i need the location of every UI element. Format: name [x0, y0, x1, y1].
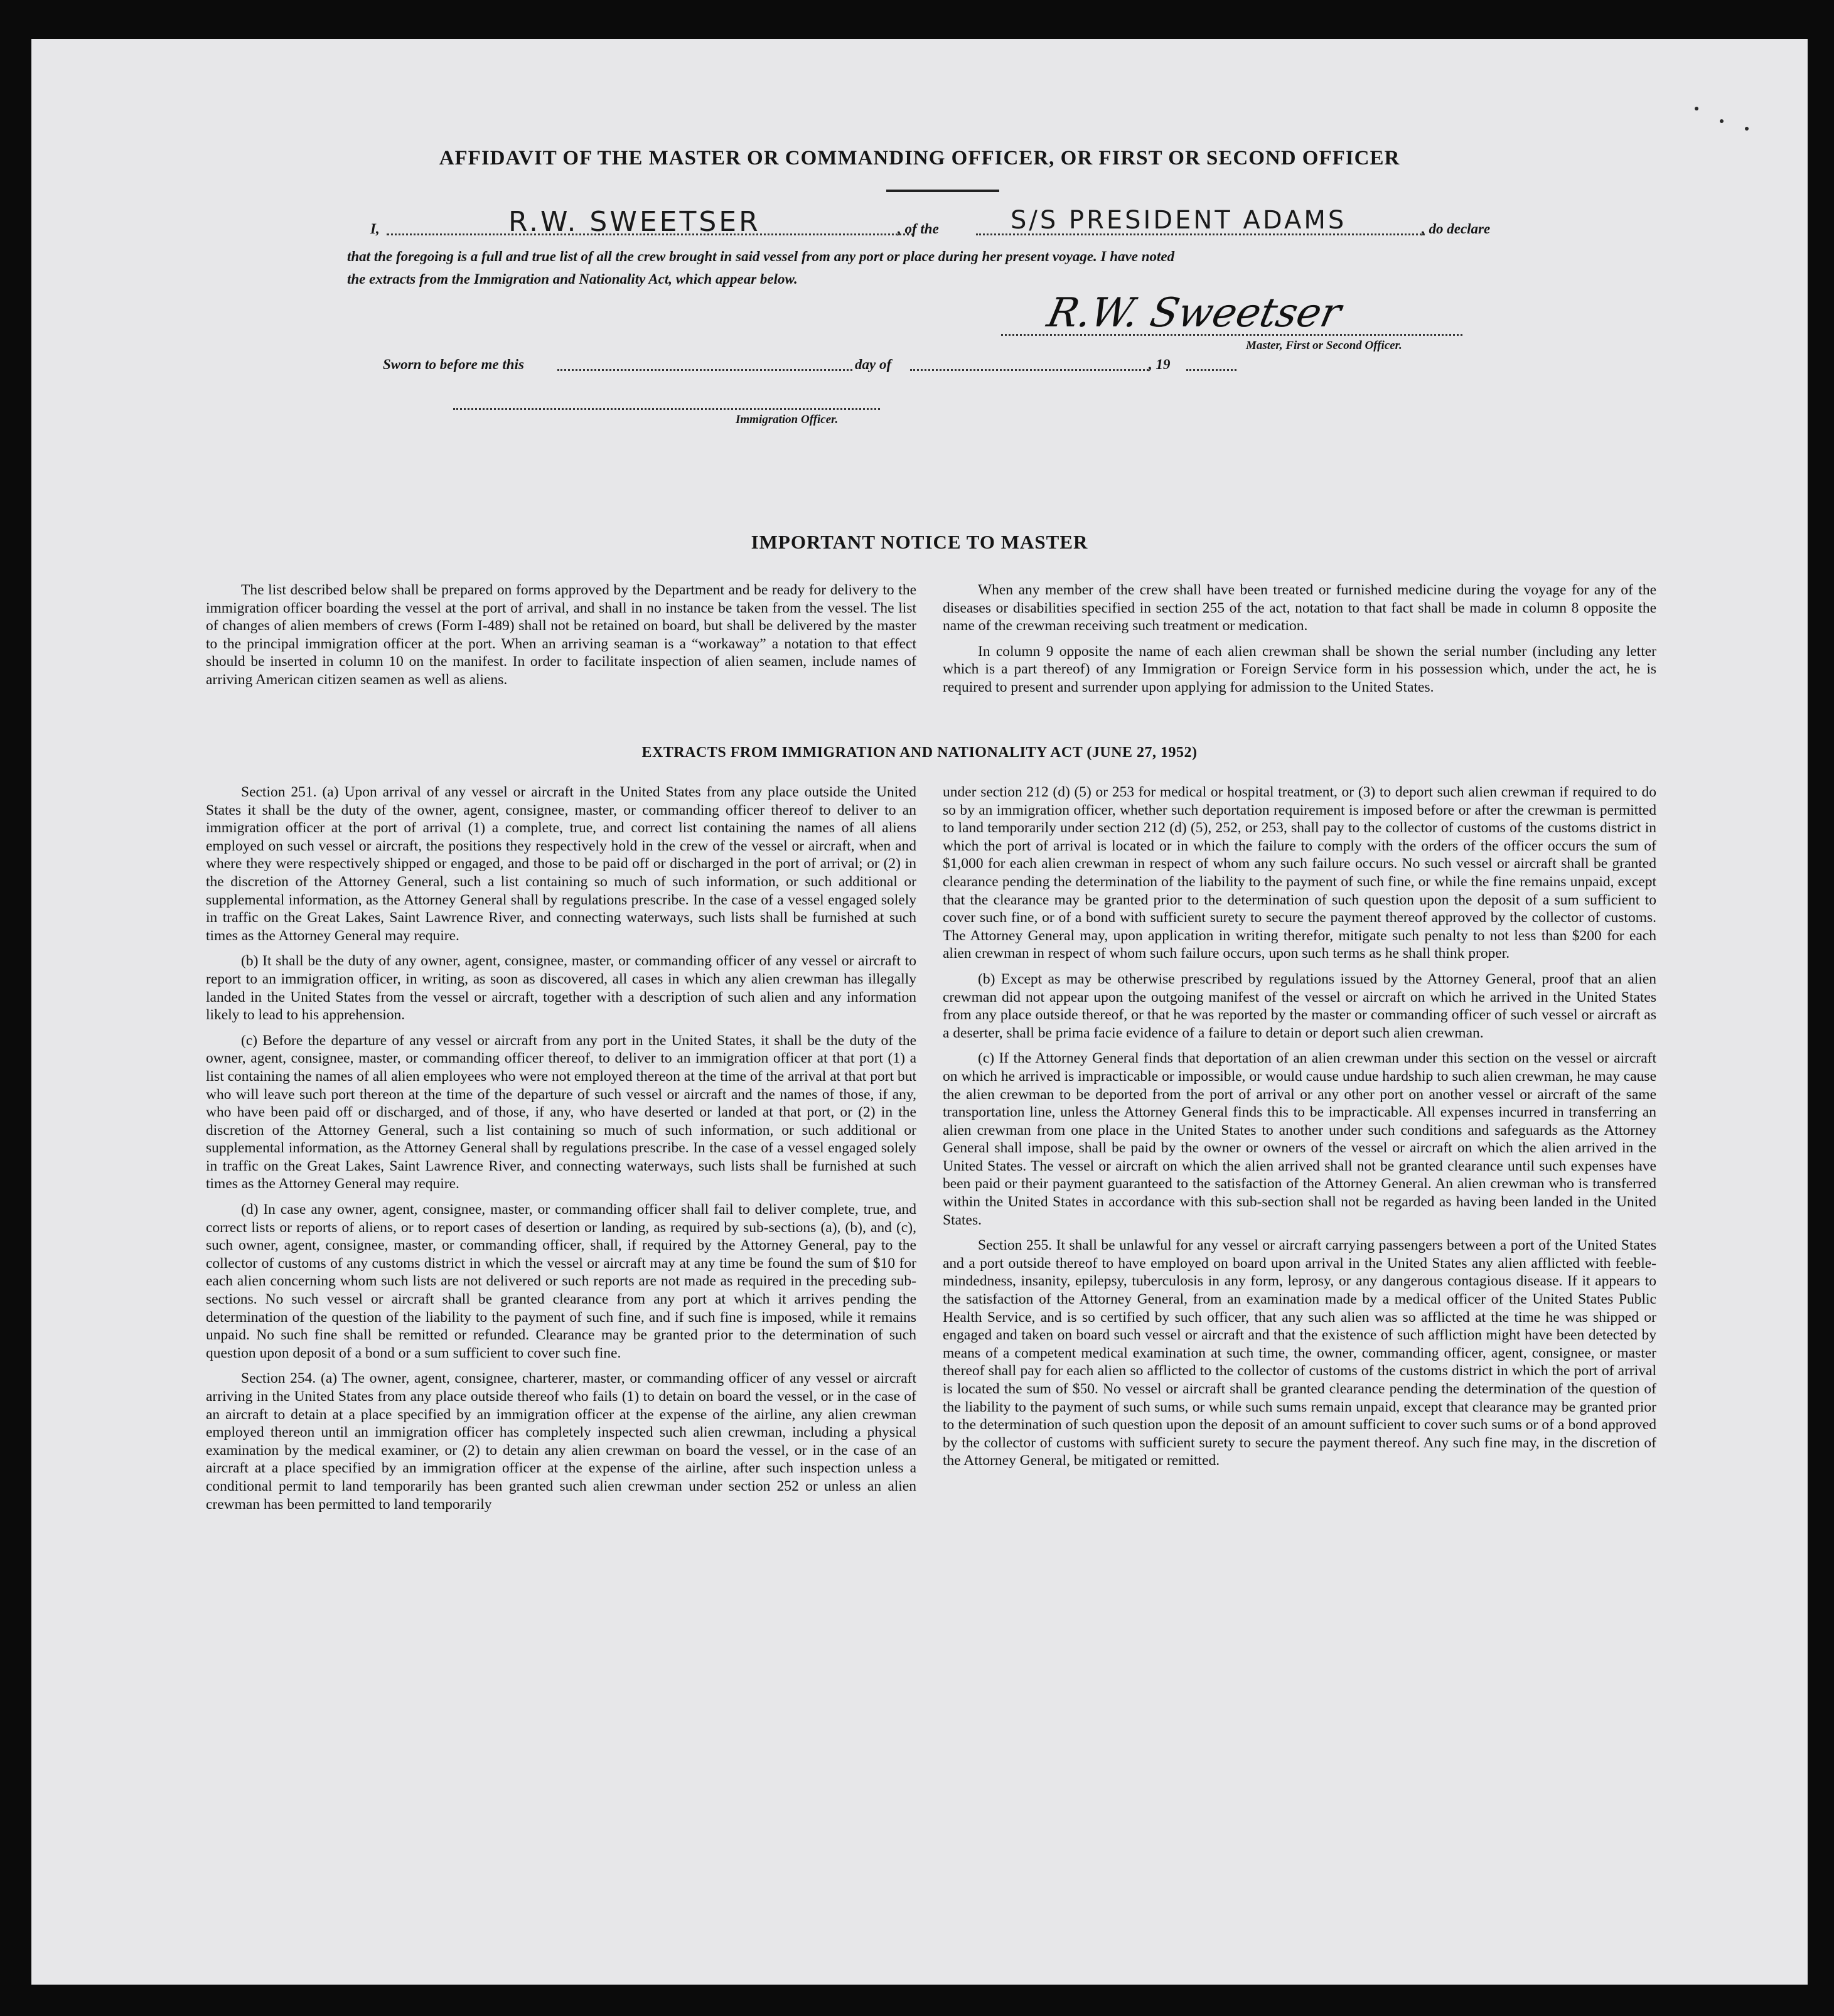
- declaration-line-3: the extracts from the Immigration and Nationality Act, which appear below.: [347, 271, 798, 287]
- scan-speck: [1745, 127, 1749, 131]
- affidavit-title: AFFIDAVIT OF THE MASTER OR COMMANDING OFFICER, OR FIRST OR SECOND OFFICER: [439, 147, 1400, 169]
- notice-paragraph: The list described below shall be prepared on forms approved by the Department and be ready for delivery to the immigration officer boarding the vessel at the port of arrival, and shall in no instance be taken from the vessel. The list of changes of alien members of crews (Form I-489) shall not be retained on board, but shall be delivered by the master to the principal immigration officer at the port. When an arriving seaman is a “workaway” a notation to that effect should be inserted in column 10 on the manifest. In order to facilitate inspection of alien seamen, include names of arriving American citizen seamen as well as aliens.: [206, 582, 916, 688]
- notice-left-column: [206, 581, 916, 697]
- section-251-d: (d) In case any owner, agent, consignee, master, or commanding officer shall fail to deliver complete, true, and correct lists or reports of aliens, or to report cases of desertion or landing, as required by sub-sections (a), (b), and (c), such owner, agent, consignee, master, or commanding officer, shall, if required by the Attorney General, pay to the collector of customs of any customs district in which the vessel or aircraft may at any time be found the sum of $10 for each alien concerning whom such lists are not delivered or such reports are not made as required in the preceding sub-sections. No such vessel or aircraft shall be granted clearance from any port at which it arrives pending the determination of the question of the liability to the payment of such fine, and if such fine is imposed, while it remains unpaid. No such fine shall be remitted or refunded. Clearance may be granted prior to the determination of such question upon deposit of a bond or a sum sufficient to cover such fine.: [206, 1201, 916, 1361]
- year-line: [1186, 369, 1236, 371]
- i-label: I,: [370, 221, 380, 237]
- extracts-left-column: [206, 783, 916, 1521]
- section-254-b: (b) Except as may be otherwise prescribed by regulations issued by the Attorney General, proof that an alien crewman did not appear upon the outgoing manifest of the vessel or aircraft on which he arrived in the United States from any place outside thereof, or that he was reported by the master or commanding officer of such vessel or aircraft as a deserter, shall be prima facie evidence of a failure to detain or deport such alien crewman.: [943, 970, 1656, 1041]
- notice-title: IMPORTANT NOTICE TO MASTER: [751, 531, 1088, 553]
- document-page: [31, 39, 1808, 1985]
- section-251-c: (c) Before the departure of any vessel or aircraft from any port in the United States, it shall be the duty of the owner, agent, consignee, master, or commanding officer thereof, to deliver to an immigration officer at that port (1) a list containing the names of all alien employees who were not employed thereon at the time of the arrival at that port but who will leave such port thereon at the time of the departure of such vessel or aircraft and the names of those, if any, who have been paid off or discharged, and of those, if any, who have deserted or landed at that port, or (2) in the discretion of the Attorney General, such a list containing so much of such information, or such additional or supplemental information, as the Attorney General shall by regulations prescribe. In the case of a vessel engaged solely in traffic on the Great Lakes, Saint Lawrence River, and connecting waterways, such lists shall be furnished at such times as the Attorney General may require.: [206, 1032, 916, 1193]
- extracts-right-column: [943, 783, 1656, 1477]
- master-signature: R.W. Sweetser: [1043, 290, 1346, 336]
- sworn-date-line: [557, 369, 852, 371]
- notice-paragraph: In column 9 opposite the name of each alien crewman shall be shown the serial number (including any letter which is a part thereof) of any Immigration or Foreign Service form in his possession which, under the act, he is required to present and surrender upon applying for admission to the United States.: [943, 643, 1656, 695]
- section-251-b: (b) It shall be the duty of any owner, agent, consignee, master, or commanding officer of any vessel or aircraft to report to an immigration officer, in writing, as soon as discovered, all cases in which any alien crewman has illegally landed in the United States from the vessel or aircraft, together with a description of such alien and any information likely to lead to his apprehension.: [206, 953, 916, 1024]
- of-the-label: , of the: [898, 221, 939, 237]
- extracts-title: EXTRACTS FROM IMMIGRATION AND NATIONALITY ACT (JUNE 27, 1952): [641, 744, 1198, 761]
- notice-right-column: [943, 581, 1656, 704]
- officer-signature-line: [453, 408, 880, 410]
- sworn-label: Sworn to before me this: [383, 357, 524, 372]
- title-divider: [886, 190, 999, 192]
- signature-caption: Master, First or Second Officer.: [1246, 339, 1402, 352]
- month-line: [910, 369, 1149, 371]
- section-251-a: Section 251. (a) Upon arrival of any vessel or aircraft in the United States from any place outside the United States it shall be the duty of the owner, agent, consignee, master, or commanding officer thereof to deliver to an immigration officer at the port of arrival (1) a complete, true, and correct list containing the names of all aliens employed on such vessel or aircraft, the positions they respectively hold in the crew of the vessel or aircraft, when and where they were respectively shipped or engaged, and those to be paid off or discharged in the port of arrival; or (2) in the discretion of the Attorney General, such a list containing so much of such information, or such additional or supplemental information, as the Attorney General shall by regulations prescribe. In the case of a vessel engaged solely in traffic on the Great Lakes, Saint Lawrence River, and connecting waterways, such lists shall be furnished at such times as the Attorney General may require.: [206, 784, 916, 944]
- signature-line: [1001, 334, 1462, 336]
- day-of-label: day of: [855, 357, 892, 372]
- declaration-line-2: that the foregoing is a full and true list of all the crew brought in said vessel from any port or place during her present voyage. I have noted: [347, 249, 1175, 264]
- officer-caption: Immigration Officer.: [736, 413, 839, 426]
- do-declare-label: , do declare: [1422, 221, 1491, 237]
- notice-paragraph: When any member of the crew shall have been treated or furnished medicine during the voyage for any of the diseases or disabilities specified in section 255 of the act, notation to that fact shall be made in column 8 opposite the name of the crewman receiving such treatment or medication.: [943, 582, 1656, 635]
- master-name-handwriting: R.W. SWEETSER: [508, 206, 761, 238]
- section-254-a: Section 254. (a) The owner, agent, consignee, charterer, master, or commanding officer of any vessel or aircraft arriving in the United States from any place outside thereof who fails (1) to detain on board the vessel, or in the case of an aircraft to detain at a place specified by an immigration officer at the expense of the airline, any alien crewman employed thereon until an immigration officer has completely inspected such alien crewman, including a physical examination by the medical examiner, or (2) to detain any alien crewman on board the vessel, or in the case of an aircraft at a place specified by an immigration officer at the expense of the airline, after such inspection unless a conditional permit to land temporarily has been granted such alien crewman under section 252 or unless an alien crewman has been permitted to land temporarily: [206, 1370, 916, 1513]
- scan-speck: [1695, 107, 1698, 110]
- vessel-name-handwriting: S/S PRESIDENT ADAMS: [1011, 206, 1347, 235]
- year-label: , 19: [1149, 357, 1171, 372]
- scan-speck: [1720, 119, 1724, 123]
- section-254-c: (c) If the Attorney General finds that deportation of an alien crewman under this section on the vessel or aircraft on which he arrived is impracticable or impossible, or would cause undue hardship to such alien crewman, he may cause the alien crewman to be deported from the port of arrival or any other port on another vessel or aircraft of the same transportation line, unless the Attorney General finds this to be impracticable. All expenses incurred in transferring an alien crewman from one place in the United States to another under such conditions and safeguards as the Attorney General shall impose, shall be paid by the owner or owners of the vessel or aircraft on which the alien arrived in the United States. The vessel or aircraft on which the alien arrived shall not be granted clearance until such expenses have been paid or their payment guaranteed to the satisfaction of the Attorney General. An alien crewman who is transferred within the United States in accordance with this sub-section shall not be regarded as having been landed in the United States.: [943, 1050, 1656, 1228]
- section-255: Section 255. It shall be unlawful for any vessel or aircraft carrying passengers between a port of the United States and a port outside thereof to have employed on board upon arrival in the United States any alien afflicted with feeble-mindedness, insanity, epilepsy, tuberculosis in any form, leprosy, or any dangerous contagious disease. If it appears to the satisfaction of the Attorney General, from an examination made by a medical officer of the United States Public Health Service, and is so certified by such officer, that any such alien was so afflicted at the time he was shipped or engaged and taken on board such vessel or aircraft and that the existence of such affliction might have been detected by means of a competent medical examination at such time, the owner, commanding officer, agent, consignee, or master thereof shall pay for each alien so afflicted to the collector of customs of the customs district in which the port of arrival is located the sum of $50. No vessel or aircraft shall be granted clearance pending the determination of the question of the liability to the payment of such sums, or while such sums remain unpaid, except that clearance may be granted prior to the determination of such question upon the deposit of an amount sufficient to cover such sums or of a bond approved by the collector of customs with sufficient surety to secure the payment thereof. Any such fine may, in the discretion of the Attorney General, be mitigated or remitted.: [943, 1237, 1656, 1469]
- section-254-a-cont: under section 212 (d) (5) or 253 for medical or hospital treatment, or (3) to deport such alien crewman if required to do so by an immigration officer, whether such deportation requirement is imposed before or after the crewman is permitted to land temporarily under section 212 (d) (5), 252, or 253, shall pay to the collector of customs of the customs district in which the port of arrival is located or in which the failure to comply with the orders of the officer occurs the sum of $1,000 for each alien crewman in respect of whom any such failure occurs. No such vessel or aircraft shall be granted clearance pending the determination of the liability to the payment of such fine, or while the fine remains unpaid, except that the clearance may be granted prior to the determination of such question upon the deposit of a sum sufficient to cover such fine, or of a bond with sufficient surety to secure the payment thereof approved by the collector of customs. The Attorney General may, upon application in writing therefor, mitigate such penalty to not less than $200 for each alien crewman in respect of whom such failure occurs, upon such terms as he shall think proper.: [943, 784, 1656, 962]
